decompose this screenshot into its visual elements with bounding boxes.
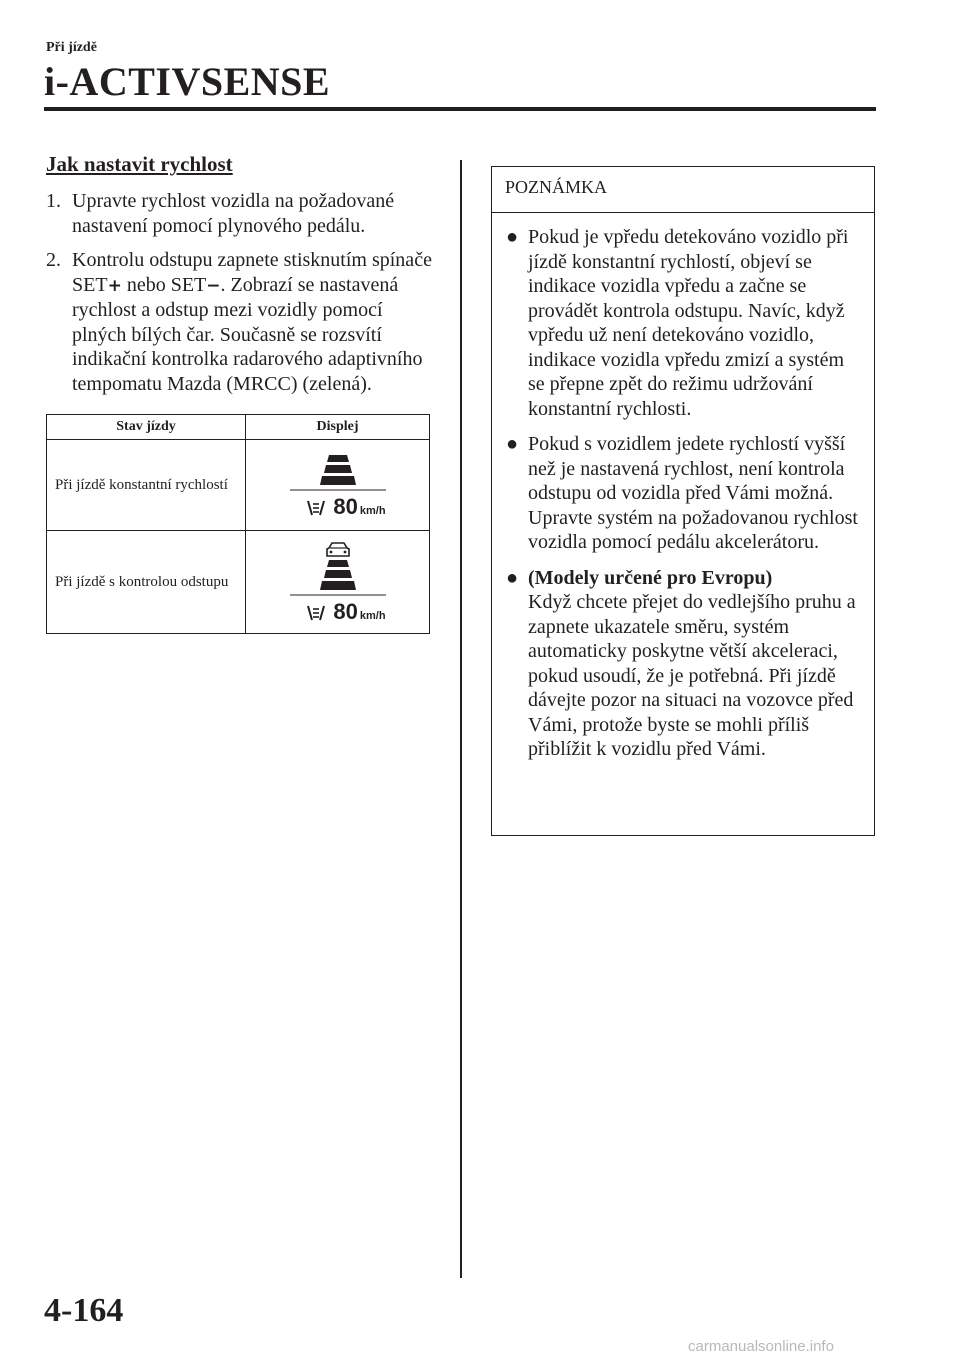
section-label: Při jízdě bbox=[46, 40, 97, 55]
speed-unit: km/h bbox=[359, 610, 386, 622]
table-row bbox=[47, 531, 430, 634]
radar-cruise-icon bbox=[305, 499, 327, 517]
display-table bbox=[46, 414, 430, 634]
note-text: Když chcete přejet do vedlejšího pruhu a zapnete ukazatele směru, systém automaticky poskytne větší akceleraci, pokud usoudí, že je potřebná. Při jízdě dávejte pozor na situaci na vozovce před Vámi, protože byste se mohli příliš přiblížit k vozidlu před Vámi. bbox=[528, 591, 856, 760]
column-divider bbox=[460, 160, 462, 1278]
table-header-display: Displej bbox=[246, 415, 430, 440]
note-title: POZNÁMKA bbox=[492, 167, 874, 213]
left-column bbox=[46, 152, 436, 634]
table-header-state: Stav jízdy bbox=[47, 415, 246, 440]
driving-state: Při jízdě s kontrolou odstupu bbox=[47, 531, 246, 634]
note-item bbox=[506, 225, 862, 421]
step-text-pre: Kontrolu odstupu zapnete stisknutím spínače SET bbox=[72, 249, 432, 296]
note-item bbox=[506, 432, 862, 555]
page-title: i-ACTIVSENSE bbox=[44, 59, 331, 104]
distance-bars-icon bbox=[288, 558, 388, 596]
step-1 bbox=[46, 189, 436, 238]
speed-readout bbox=[305, 599, 386, 624]
note-text: Pokud je vpředu detekováno vozidlo při jízdě konstantní rychlostí, objeví se indikace vozidla vpředu a začne se provádět kontrola odstupu. Navíc, když vpředu už není detekováno vozidlo, indikace vozidla vpředu zmizí a systém se přepne zpět do režimu udržování konstantní rychlosti. bbox=[528, 226, 849, 420]
note-text: Pokud s vozidlem jedete rychlostí vyšší než je nastavená rychlost, není kontrola odstupu od vozidla před Vámi možná. Upravte systém na požadovanou rychlost vozidla pomocí pedálu akcelerátoru. bbox=[528, 433, 858, 553]
step-2 bbox=[46, 248, 436, 396]
vehicle-ahead-icon bbox=[325, 542, 351, 558]
steps-list bbox=[46, 189, 436, 396]
distance-bars-icon bbox=[288, 453, 388, 491]
speed-readout bbox=[305, 494, 386, 519]
step-number: 1. bbox=[46, 190, 61, 212]
bullet-icon: ● bbox=[506, 226, 519, 248]
step-text-mid: nebo SET bbox=[121, 273, 207, 296]
plus-icon: + bbox=[107, 275, 122, 296]
watermark: carmanualsonline.info bbox=[688, 1338, 834, 1355]
header-rule bbox=[44, 107, 876, 111]
set-speed: 80 bbox=[333, 494, 358, 519]
cruise-display bbox=[246, 542, 429, 622]
note-item bbox=[506, 566, 862, 762]
bullet-icon: ● bbox=[506, 566, 519, 589]
step-number: 2. bbox=[46, 249, 61, 271]
section-heading: Jak nastavit rychlost bbox=[46, 152, 233, 176]
note-bold-text: (Modely určené pro Evropu) bbox=[528, 566, 773, 589]
cruise-display bbox=[246, 453, 429, 517]
display-cell bbox=[246, 531, 430, 634]
step-text: Upravte rychlost vozidla na požadované nastavení pomocí plynového pedálu. bbox=[72, 190, 395, 237]
bullet-icon: ● bbox=[506, 433, 519, 455]
notes-list bbox=[492, 213, 874, 762]
step-text-post: . Zobrazí se nastavená rychlost a odstup mezi vozidly pomocí plných bílých čar. Současně se rozsvítí indikační kontrolka radarového adaptivního tempomatu Mazda (MRCC) (zelená). bbox=[72, 273, 423, 395]
set-speed: 80 bbox=[333, 599, 358, 624]
driving-state: Při jízdě konstantní rychlostí bbox=[47, 440, 246, 531]
speed-unit: km/h bbox=[359, 505, 386, 517]
display-cell bbox=[246, 440, 430, 531]
page-number: 4-164 bbox=[44, 1292, 124, 1329]
minus-icon: − bbox=[206, 275, 221, 296]
table-row bbox=[47, 440, 430, 531]
radar-cruise-icon bbox=[305, 604, 327, 622]
note-box bbox=[491, 166, 875, 836]
